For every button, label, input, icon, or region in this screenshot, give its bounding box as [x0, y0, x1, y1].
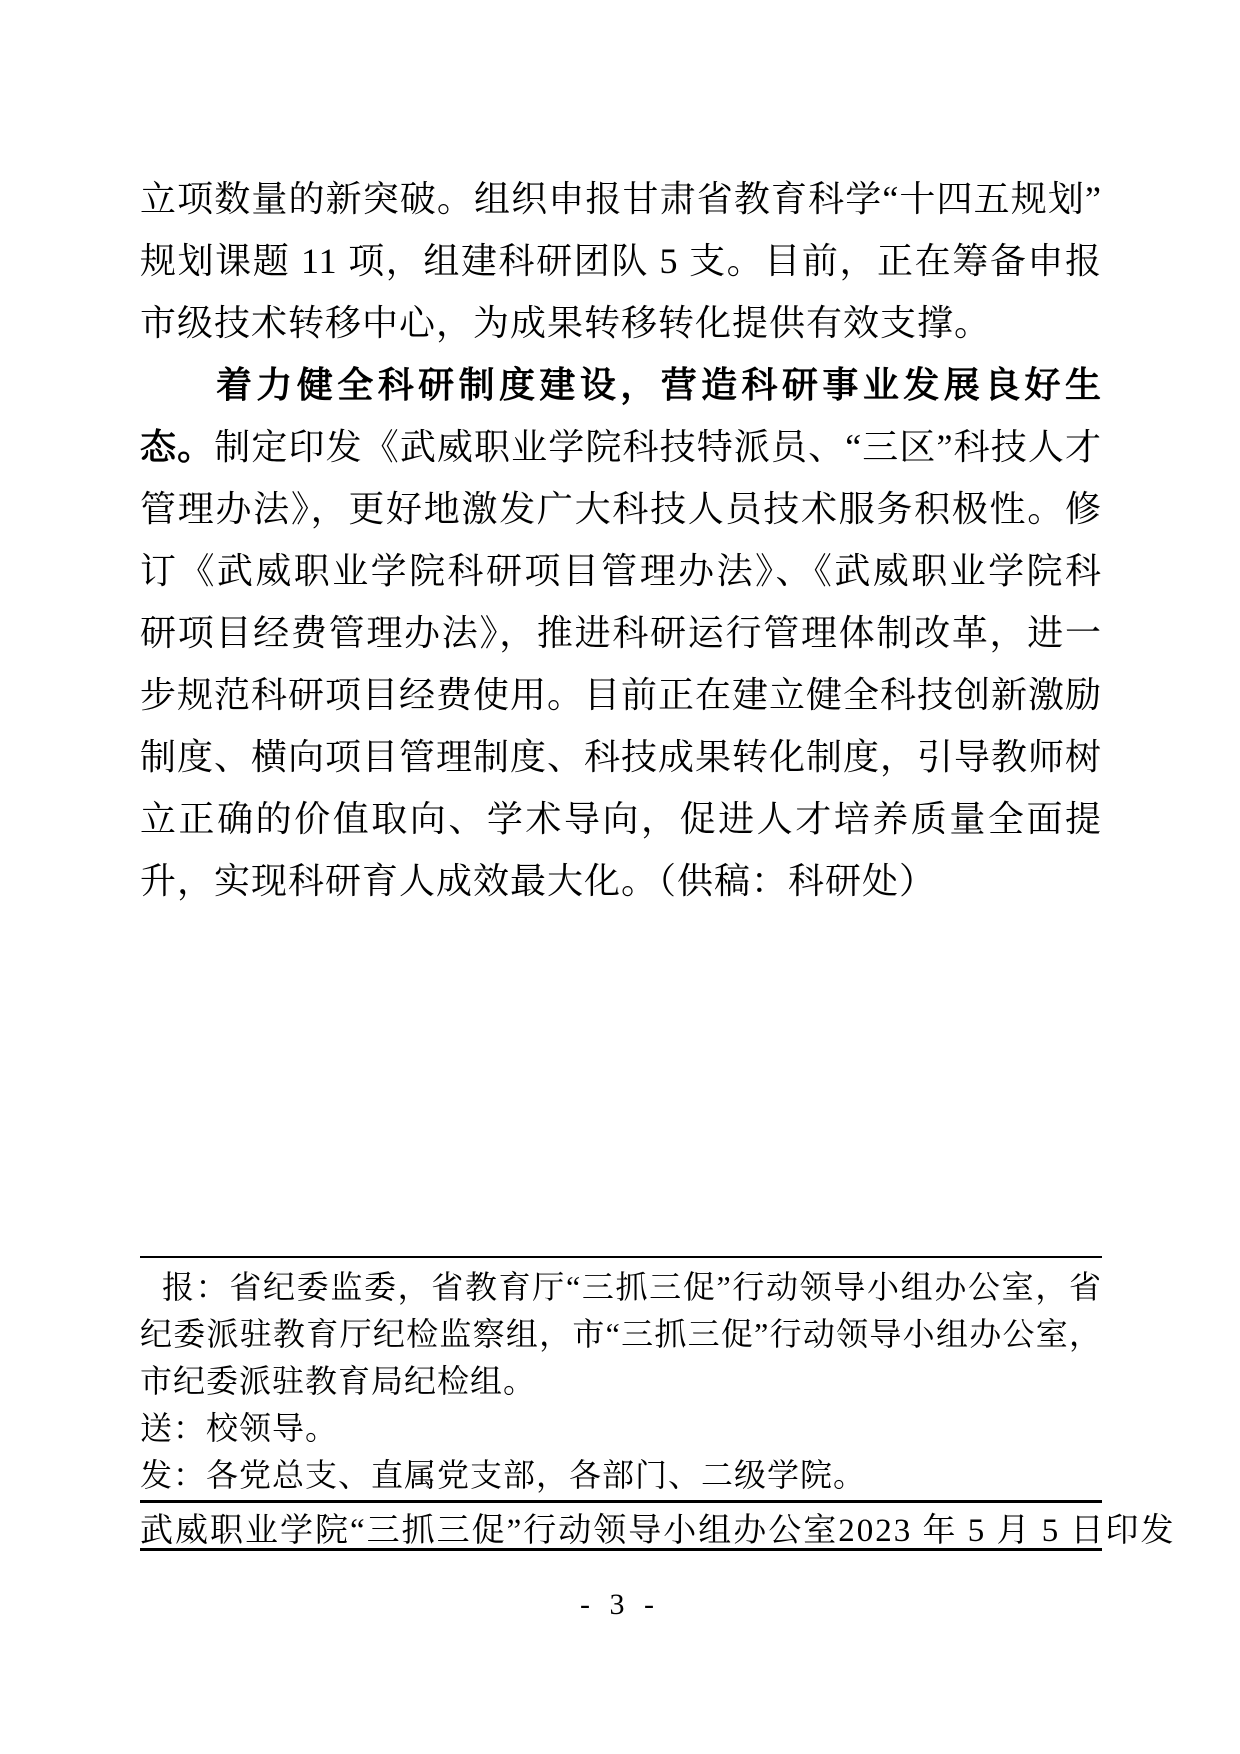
paragraph-body-text: 制定印发《武威职业学院科技特派员、“三区”科技人才管理办法》，更好地激发广大科技人员技术服务积极性。修订《武威职业学院科研项目管理办法》、《武威职业学院科研项目经费管理办法》，推进科研运行管理体制改革，进一步规范科研项目经费使用。目前正在建立健全科技创新激励制度、横向项目管理制度、科技成果转化制度，引导教师树立正确的价值取向、学术导向，促进人才培养质量全面提升，实现科研育人成效最大化。（供稿：科研处） [140, 427, 1103, 901]
colophon-bottom-separator-line [140, 1548, 1102, 1551]
distribution-issue-line: 发：各党总支、直属党支部，各部门、二级学院。 [140, 1457, 867, 1493]
colophon-top-separator-line [140, 1256, 1102, 1258]
body-paragraph-continued: 立项数量的新突破。组织申报甘肃省教育科学“十四五规划”规划课题 11 项，组建科研团队 5 支。目前，正在筹备申报市级技术转移中心，为成果转移转化提供有效支撑。 [140, 179, 1102, 343]
issue-date: 2023 年 5 月 5 日印发 [838, 1512, 1176, 1549]
paragraph-lead-bold: 着力健全科研制度建设，营造科研事业发展良好生态。 [140, 365, 1102, 467]
distribution-block [140, 1264, 1102, 1499]
distribution-send-line: 送：校领导。 [140, 1410, 339, 1446]
distribution-report-line: 报：省纪委监委，省教育厅“三抓三促”行动领导小组办公室，省纪委派驻教育厅纪检监察组，市“三抓三促”行动领导小组办公室，市纪委派驻教育局纪检组。 [140, 1269, 1102, 1399]
issuer-row [140, 1507, 1176, 1549]
body-paragraph [140, 354, 1102, 912]
page-number: - 3 - [580, 1588, 660, 1621]
issuing-office: 武威职业学院“三抓三促”行动领导小组办公室 [140, 1512, 839, 1549]
document-body [140, 168, 1102, 912]
